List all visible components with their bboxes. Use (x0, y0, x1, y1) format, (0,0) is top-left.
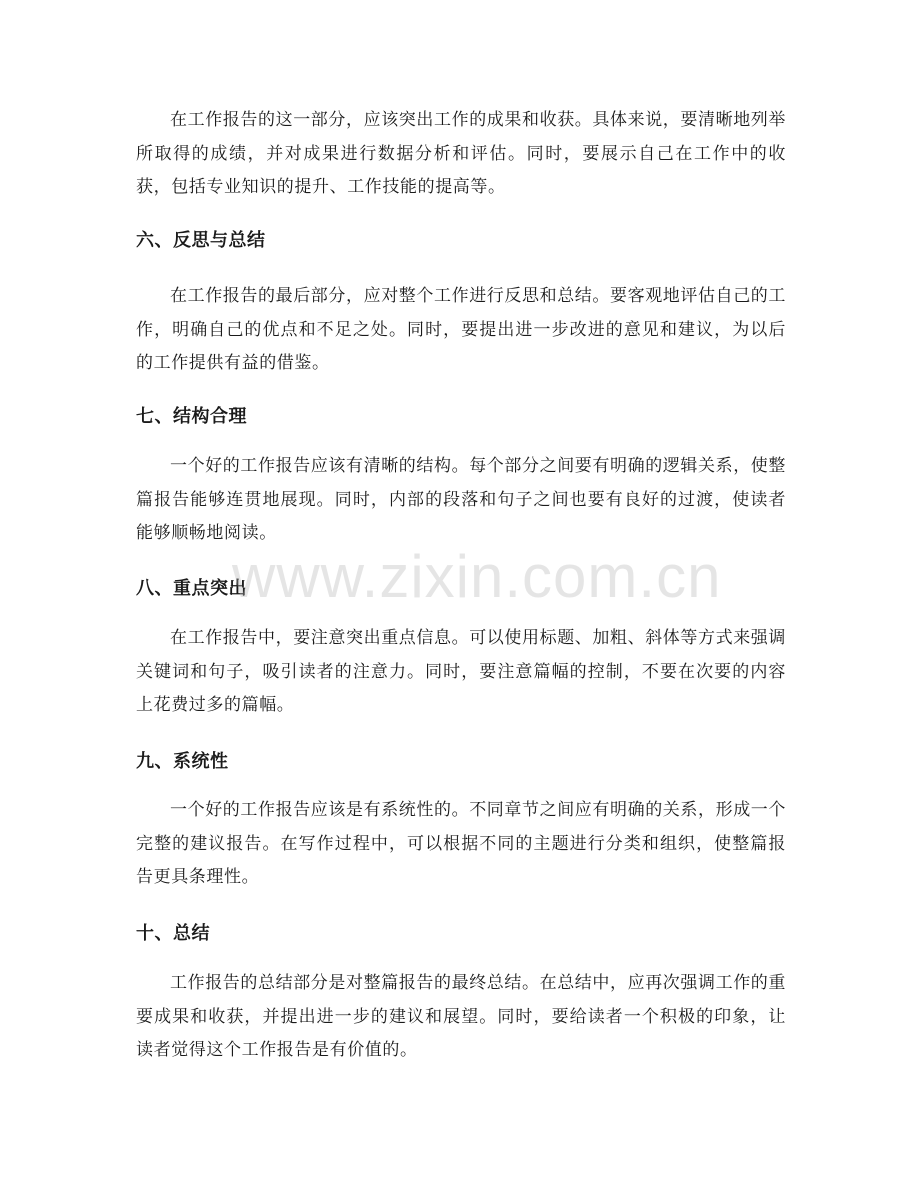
paragraph-results: 在工作报告的这一部分，应该突出工作的成果和收获。具体来说，要清晰地列举所取得的成绩，并对成果进行数据分析和评估。同时，要展示自己在工作中的收获，包括专业知识的提升、工作技能的提高等。 (136, 110, 786, 197)
paragraph-emphasis: 在工作报告中，要注意突出重点信息。可以使用标题、加粗、斜体等方式来强调关键词和句子，吸引读者的注意力。同时，要注意篇幅的控制，不要在次要的内容上花费过多的篇幅。 (136, 628, 786, 715)
paragraph-summary: 工作报告的总结部分是对整篇报告的最终总结。在总结中，应再次强调工作的重要成果和收获，并提出进一步的建议和展望。同时，要给读者一个积极的印象，让读者觉得这个工作报告是有价值的。 (136, 973, 786, 1060)
watermark: www.zixin.com.cn (232, 543, 722, 610)
heading-structure: 七、结构合理 (136, 406, 247, 427)
heading-reflection: 六、反思与总结 (136, 230, 266, 251)
heading-summary: 十、总结 (136, 923, 210, 944)
paragraph-structure: 一个好的工作报告应该有清晰的结构。每个部分之间要有明确的逻辑关系，使整篇报告能够连贯地展现。同时，内部的段落和句子之间也要有良好的过渡，使读者能够顺畅地阅读。 (136, 456, 786, 543)
paragraph-reflection: 在工作报告的最后部分，应对整个工作进行反思和总结。要客观地评估自己的工作，明确自己的优点和不足之处。同时，要提出进一步改进的意见和建议，为以后的工作提供有益的借鉴。 (136, 286, 786, 373)
heading-systematic: 九、系统性 (136, 751, 229, 772)
heading-emphasis: 八、重点突出 (136, 578, 247, 599)
paragraph-systematic: 一个好的工作报告应该是有系统性的。不同章节之间应有明确的关系，形成一个完整的建议报告。在写作过程中，可以根据不同的主题进行分类和组织，使整篇报告更具条理性。 (136, 800, 786, 887)
